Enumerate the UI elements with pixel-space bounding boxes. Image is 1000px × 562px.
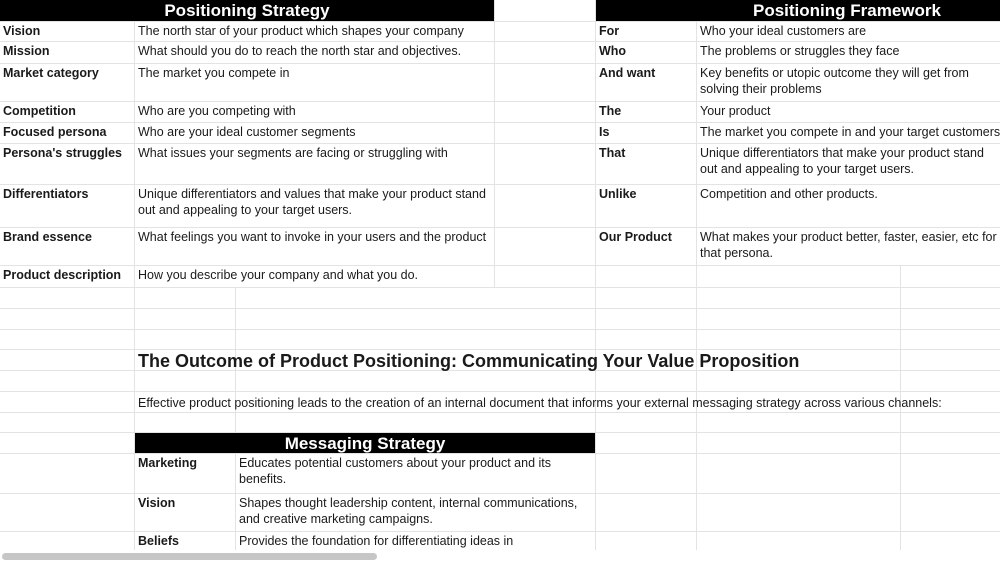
framework-label-unlike[interactable]: Unlike: [599, 187, 637, 201]
strategy-value-market-category[interactable]: The market you compete in: [138, 66, 290, 80]
framework-value-that[interactable]: Unique differentiators that make your product stand out and appealing to your target users.: [700, 146, 984, 176]
strategy-label-market-category[interactable]: Market category: [3, 66, 99, 80]
framework-label-who[interactable]: Who: [599, 44, 627, 58]
framework-label-that[interactable]: That: [599, 146, 626, 160]
framework-value-our-product[interactable]: What makes your product better, faster, easier, etc for that persona.: [700, 230, 997, 260]
grid-line: [0, 329, 1000, 330]
framework-value-the[interactable]: Your product: [700, 104, 771, 118]
positioning-strategy-header[interactable]: Positioning Strategy: [0, 0, 494, 21]
framework-value-is[interactable]: The market you compete in and your target customers: [700, 125, 1000, 139]
framework-label-is[interactable]: Is: [599, 125, 610, 139]
grid-line: [0, 412, 1000, 413]
framework-value-who[interactable]: The problems or struggles they face: [700, 44, 900, 58]
strategy-label-competition[interactable]: Competition: [3, 104, 76, 118]
strategy-value-product-description[interactable]: How you describe your company and what you do.: [138, 268, 419, 282]
strategy-label-mission[interactable]: Mission: [3, 44, 50, 58]
strategy-value-mission[interactable]: What should you do to reach the north star and objectives.: [138, 44, 462, 58]
outcome-paragraph[interactable]: Effective product positioning leads to the creation of an internal document that informs your external messaging strategy across various channels:: [138, 396, 942, 410]
strategy-label-brand-essence[interactable]: Brand essence: [3, 230, 92, 244]
grid-line: [0, 391, 1000, 392]
framework-label-for[interactable]: For: [599, 24, 620, 38]
strategy-label-differentiators[interactable]: Differentiators: [3, 187, 89, 201]
strategy-value-personas-struggles[interactable]: What issues your segments are facing or struggling with: [138, 146, 448, 160]
strategy-value-differentiators[interactable]: Unique differentiators and values that make your product stand out and appealing to your target users.: [138, 187, 486, 217]
strategy-value-vision[interactable]: The north star of your product which shapes your company: [138, 24, 464, 38]
strategy-label-product-description[interactable]: Product description: [3, 268, 122, 282]
horizontal-scrollbar-thumb[interactable]: [2, 553, 377, 560]
strategy-label-personas-struggles[interactable]: Persona's struggles: [3, 146, 122, 160]
framework-value-for[interactable]: Who your ideal customers are: [700, 24, 867, 38]
messaging-strategy-header[interactable]: Messaging Strategy: [135, 433, 595, 453]
grid-line: [0, 349, 1000, 350]
messaging-label-beliefs[interactable]: Beliefs: [138, 534, 179, 548]
messaging-label-vision[interactable]: Vision: [138, 496, 176, 510]
strategy-label-vision[interactable]: Vision: [3, 24, 41, 38]
strategy-value-focused-persona[interactable]: Who are your ideal customer segments: [138, 125, 356, 139]
framework-label-our-product[interactable]: Our Product: [599, 230, 672, 244]
strategy-value-competition[interactable]: Who are you competing with: [138, 104, 296, 118]
strategy-value-brand-essence[interactable]: What feelings you want to invoke in your users and the product: [138, 230, 487, 244]
grid-line: [0, 287, 1000, 288]
positioning-framework-header[interactable]: Positioning Framework: [596, 0, 1000, 21]
framework-label-and-want[interactable]: And want: [599, 66, 656, 80]
messaging-label-marketing[interactable]: Marketing: [138, 456, 198, 470]
framework-label-the[interactable]: The: [599, 104, 622, 118]
framework-value-unlike[interactable]: Competition and other products.: [700, 187, 878, 201]
messaging-value-beliefs[interactable]: Provides the foundation for differentiating ideas in: [239, 534, 514, 548]
messaging-value-vision[interactable]: Shapes thought leadership content, internal communications, and creative marketing campaigns.: [239, 496, 578, 526]
strategy-label-focused-persona[interactable]: Focused persona: [3, 125, 107, 139]
grid-line: [0, 308, 1000, 309]
outcome-title[interactable]: The Outcome of Product Positioning: Communicating Your Value Proposition: [138, 351, 800, 371]
messaging-value-marketing[interactable]: Educates potential customers about your product and its benefits.: [239, 456, 551, 486]
framework-value-and-want[interactable]: Key benefits or utopic outcome they will get from solving their problems: [700, 66, 969, 96]
